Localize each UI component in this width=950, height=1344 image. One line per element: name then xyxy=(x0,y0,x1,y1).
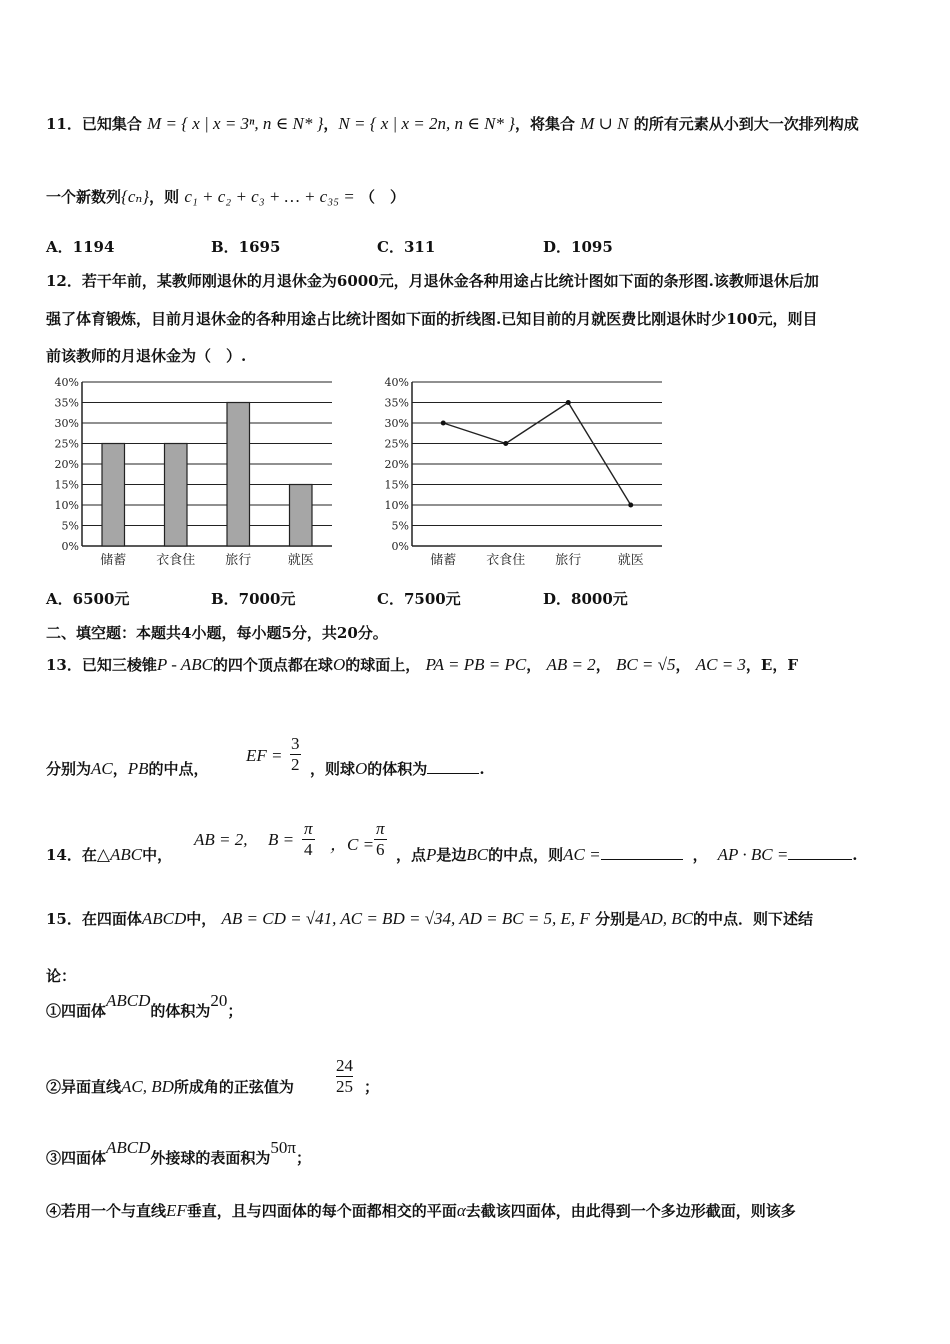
tetra: ABCD xyxy=(106,991,151,1010)
bar xyxy=(227,403,250,547)
q11-line2 xyxy=(46,186,405,207)
y-tick-label: 5% xyxy=(391,519,409,533)
ac-eq: AC = xyxy=(563,845,601,864)
tetra: ABCD xyxy=(106,1138,151,1157)
semicolon: ； xyxy=(296,1149,312,1167)
x-tick-label: 储蓄 xyxy=(430,553,457,568)
q11-stem: ，将集合 xyxy=(514,115,575,133)
sequence: {cₙ} xyxy=(121,187,150,206)
frac-num: π xyxy=(376,819,385,838)
q11-stem: 的所有元素从小到大一次排列构成 xyxy=(633,115,859,133)
y-tick-label: 35% xyxy=(384,396,409,410)
q14-stem: ，点 xyxy=(396,846,427,864)
y-tick-label: 40% xyxy=(384,376,409,389)
answer-blank-dot[interactable] xyxy=(788,859,852,860)
union-expr: M ∪ N xyxy=(580,114,629,133)
frac-24-25 xyxy=(336,1056,353,1097)
frac-pi-6 xyxy=(374,819,387,860)
point-p: P xyxy=(426,845,437,864)
answer-blank[interactable] xyxy=(427,773,479,774)
s4-text: 垂直，且与四面体的每个面都相交的平面 xyxy=(186,1202,457,1220)
y-tick-label: 0% xyxy=(391,540,409,553)
eq-bc: BC = √5 xyxy=(615,655,676,674)
q13-stem: 分别为 xyxy=(46,760,92,778)
y-tick-label: 15% xyxy=(384,478,409,492)
data-point xyxy=(503,441,508,446)
frac-den: 25 xyxy=(336,1077,353,1096)
eq-pa: PA = PB = PC xyxy=(425,655,527,674)
q11-stem: 已知集合 xyxy=(81,115,142,133)
triangle: △ABC xyxy=(96,845,143,864)
set-n: N = { x | x = 2n, n ∈ N* } xyxy=(338,114,515,133)
eq-ab: AB = 2, xyxy=(194,830,248,849)
volume-value: 20 xyxy=(210,991,228,1010)
data-point xyxy=(628,503,633,508)
q12-option-a: A．6500元 xyxy=(46,590,130,608)
set-m: M = { x | x = 3ⁿ, n ∈ N* } xyxy=(147,114,324,133)
line-chart xyxy=(378,372,678,572)
q15-stem: 15．在四面体 xyxy=(46,910,142,928)
q13-stem: 的中点， xyxy=(148,760,209,778)
data-point xyxy=(441,421,446,426)
q11-option-c: C．311 xyxy=(377,238,436,256)
x-tick-label: 衣食住 xyxy=(156,553,196,568)
y-tick-label: 40% xyxy=(54,376,79,389)
q11-option-d: D．1095 xyxy=(543,238,613,256)
y-tick-label: 35% xyxy=(54,396,79,410)
surface-area: 50π xyxy=(270,1138,297,1157)
q11-stem: 一个新数列 xyxy=(46,188,122,206)
sep: ， xyxy=(675,656,691,674)
q11-line1 xyxy=(46,113,859,134)
x-tick-label: 旅行 xyxy=(555,553,582,568)
x-tick-label: 旅行 xyxy=(225,553,252,568)
s4-text: 去截该四面体，由此得到一个多边形截面，则该多 xyxy=(465,1202,796,1220)
bar xyxy=(102,444,125,547)
q12-line1: 12．若干年前，某教师刚退休的月退休金为6000元，月退休金各种用途占比统计图如下面的条形图.该教师退休后加 xyxy=(46,272,819,290)
q11-option-b: B．1695 xyxy=(211,238,281,256)
q14-stem: 中， xyxy=(142,846,173,864)
q15-stem: 中， xyxy=(186,910,217,928)
edge-lengths: AB = CD = √41, AC = BD = √34, AD = BC = 5, E, F xyxy=(221,909,590,928)
y-tick-label: 20% xyxy=(54,458,79,471)
s4-text: ④若用一个与直线 xyxy=(46,1202,167,1220)
y-tick-label: 15% xyxy=(54,478,79,492)
eq-ab: AB = 2 xyxy=(546,655,596,674)
semicolon: ； xyxy=(227,1002,243,1020)
angle-c: ，C = xyxy=(330,835,375,854)
sep: ， xyxy=(526,656,542,674)
q12-option-c: C．7500元 xyxy=(377,590,461,608)
statement-3 xyxy=(46,1138,312,1168)
q13-line2-left xyxy=(46,758,209,779)
seg-pb: PB xyxy=(127,759,149,778)
y-tick-label: 10% xyxy=(54,499,79,512)
sep: ， xyxy=(692,846,708,864)
q14-stem: 是边 xyxy=(436,846,467,864)
s3-text: 外接球的表面积为 xyxy=(150,1149,271,1167)
q12-line2: 强了体育锻炼，目前月退休金的各种用途占比统计图如下面的折线图.已知目前的月就医费比刚退休时少100元，则目 xyxy=(46,310,818,328)
bar xyxy=(290,485,313,547)
y-tick-label: 30% xyxy=(54,417,79,430)
sphere-o: O xyxy=(355,759,368,778)
sphere-o: O xyxy=(332,655,346,674)
s1-text: ①四面体 xyxy=(46,1002,107,1020)
q14-stem: 14．在 xyxy=(46,846,97,864)
comma: ， xyxy=(323,115,339,133)
tetra: ABCD xyxy=(141,909,187,928)
q14-right xyxy=(396,844,858,865)
angle-b: B = xyxy=(268,830,295,849)
seg-bc: BC xyxy=(466,845,489,864)
period: . xyxy=(852,846,858,864)
frac-3-2 xyxy=(290,734,301,775)
sep: ， xyxy=(595,656,611,674)
q15-stem: 分别是 xyxy=(595,910,641,928)
q14-left xyxy=(46,844,172,865)
q13-line1 xyxy=(46,654,798,675)
plane-alpha: α xyxy=(456,1201,466,1220)
lines-ac-bd: AC, BD xyxy=(121,1077,174,1096)
period: . xyxy=(479,760,485,778)
q11-number: 11． xyxy=(46,115,82,133)
q11-option-a: A．1194 xyxy=(46,238,115,256)
statement-1 xyxy=(46,991,243,1021)
s2-text: 所成角的正弦值为 xyxy=(173,1078,294,1096)
q13-stem: 的球面上， xyxy=(345,656,421,674)
semicolon: ； xyxy=(364,1078,380,1096)
midpoint-edges: AD, BC xyxy=(640,909,693,928)
s2-left xyxy=(46,1076,294,1097)
q15-stem: 的中点．则下述结 xyxy=(692,910,813,928)
q14-stem: 的中点，则 xyxy=(488,846,564,864)
bar xyxy=(165,444,188,547)
bar-chart xyxy=(40,372,360,572)
y-tick-label: 20% xyxy=(384,458,409,471)
frac-num: 3 xyxy=(291,734,300,753)
q12-option-d: D．8000元 xyxy=(543,590,628,608)
frac-pi-4 xyxy=(302,819,315,860)
y-tick-label: 5% xyxy=(61,519,79,533)
s2-text: ②异面直线 xyxy=(46,1078,122,1096)
points-ef: ，E，F xyxy=(745,656,799,674)
answer-blank-ac[interactable] xyxy=(601,859,683,860)
seg-ac: AC xyxy=(91,759,113,778)
y-tick-label: 0% xyxy=(61,540,79,553)
x-tick-label: 衣食住 xyxy=(486,553,526,568)
y-tick-label: 25% xyxy=(54,437,79,451)
q13-stem: 的四个顶点都在球 xyxy=(212,656,333,674)
frac-den: 2 xyxy=(291,755,300,774)
frac-den: 6 xyxy=(376,840,385,859)
s1-text: 的体积为 xyxy=(150,1002,211,1020)
q13-stem: 的体积为 xyxy=(367,760,428,778)
x-tick-label: 就医 xyxy=(617,553,644,568)
frac-num: 24 xyxy=(336,1056,353,1075)
pyramid: P - ABC xyxy=(156,655,213,674)
data-point xyxy=(566,400,571,405)
q12-option-b: B．7000元 xyxy=(211,590,296,608)
frac-den: 4 xyxy=(304,840,313,859)
y-tick-label: 10% xyxy=(384,499,409,512)
q13-stem: 13．已知三棱锥 xyxy=(46,656,157,674)
y-tick-label: 30% xyxy=(384,417,409,430)
q12-line3: 前该教师的月退休金为（ ）. xyxy=(46,347,247,365)
frac-num: π xyxy=(304,819,313,838)
q15-line2: 论： xyxy=(46,967,77,985)
s3-text: ③四面体 xyxy=(46,1149,107,1167)
x-tick-label: 就医 xyxy=(287,553,314,568)
x-tick-label: 储蓄 xyxy=(100,553,127,568)
section-heading: 二、填空题：本题共4小题，每小题5分，共20分。 xyxy=(46,624,388,642)
statement-4 xyxy=(46,1200,796,1221)
line-ef: EF xyxy=(166,1201,187,1220)
eq-ac: AC = 3 xyxy=(695,655,746,674)
answer-paren: （ ） xyxy=(360,188,406,206)
ef-label: EF = xyxy=(246,746,283,765)
dot-product: AP · BC = xyxy=(717,845,789,864)
q11-stem: ，则 xyxy=(149,188,180,206)
sep: ， xyxy=(112,760,128,778)
series-line xyxy=(443,403,631,506)
sum-expr: c₁ + c₂ + c₃ + … + c₃₅ = xyxy=(184,187,355,206)
q13-line2-right xyxy=(310,758,485,779)
y-tick-label: 25% xyxy=(384,437,409,451)
q15-line1 xyxy=(46,908,813,929)
q13-stem: ，则球 xyxy=(310,760,356,778)
